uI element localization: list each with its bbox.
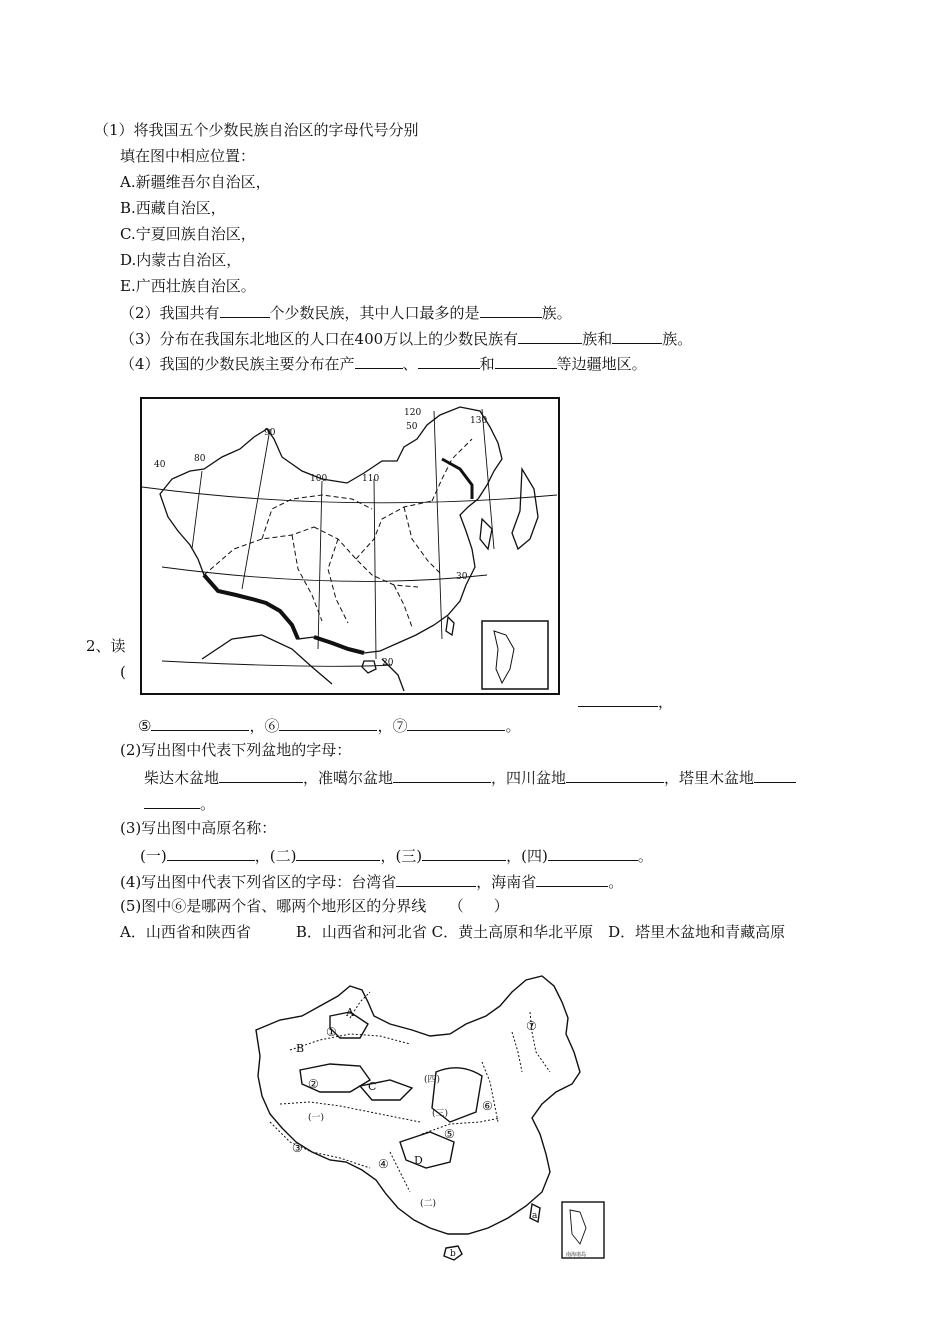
q1-option-a: A.新疆维吾尔自治区，	[120, 173, 271, 191]
q1-part4-text-c: 和	[479, 355, 495, 373]
answer-blank[interactable]	[219, 766, 303, 783]
q2-heading-fragment: 2、读	[86, 637, 126, 655]
q2-p4-text-c: 。	[608, 873, 624, 891]
q2-p4-text-a: (4)写出图中代表下列省区的字母：台湾省	[120, 873, 397, 891]
q1-part3-text-c: 族。	[662, 330, 693, 348]
map2-label-plateau-4: (四)	[424, 1075, 441, 1085]
q1-part2-text-c: 族。	[541, 304, 572, 322]
map2-label-2: ②	[308, 1077, 319, 1091]
q1-intro-line2: 填在图中相应位置：	[120, 147, 256, 165]
map1-label-110: 110	[362, 474, 380, 484]
answer-blank[interactable]	[495, 352, 557, 369]
q2-p1-label-6: ，⑥	[249, 717, 280, 735]
q1-option-c: C.宁夏回族自治区，	[120, 225, 256, 243]
map2-label-plateau-1: (一)	[308, 1113, 325, 1123]
q2-p4-text-b: ，海南省	[476, 873, 537, 891]
q1-part3	[120, 327, 692, 349]
q1-part2-text-b: 个少数民族，其中人口最多的是	[269, 304, 480, 322]
q1-option-b: B.西藏自治区，	[120, 199, 226, 217]
map2-label-1: ①	[326, 1025, 337, 1039]
q2-p3-line	[140, 844, 653, 866]
answer-blank[interactable]	[393, 766, 491, 783]
map2-label-4: ④	[378, 1157, 389, 1171]
answer-blank[interactable]	[355, 352, 403, 369]
answer-blank[interactable]	[480, 301, 542, 318]
map2-label-plateau-2: (二)	[420, 1199, 437, 1209]
answer-blank[interactable]	[296, 844, 380, 861]
map1-label-130: 130	[470, 416, 488, 426]
answer-blank[interactable]	[578, 690, 658, 707]
map2-label-C: C	[368, 1080, 377, 1093]
q2-p3-text-2: ，(二)	[254, 847, 297, 865]
q2-p2-line	[144, 766, 796, 788]
q2-p1-comma: ，	[658, 693, 674, 711]
q2-p2-title: (2)写出图中代表下列盆地的字母：	[120, 741, 352, 759]
q1-part4-text-b: 、	[402, 355, 418, 373]
china-map-drawing	[142, 399, 557, 692]
q2-p2-text-b: ，准噶尔盆地	[303, 769, 394, 787]
q2-sub-fragment: (	[120, 663, 126, 681]
map1-label-90: 90	[264, 428, 276, 438]
china-terrain-map	[250, 972, 610, 1262]
map2-label-plateau-3: (三)	[432, 1109, 449, 1119]
answer-blank[interactable]	[220, 301, 270, 318]
q2-p1-end: 。	[505, 717, 521, 735]
q2-p1-tail	[578, 690, 673, 712]
map1-label-120: 120	[404, 408, 422, 418]
answer-blank[interactable]	[566, 766, 664, 783]
q2-p2-text-c: ，四川盆地	[491, 769, 567, 787]
q2-p3-text-1: (一)	[140, 847, 167, 865]
answer-blank[interactable]	[612, 327, 662, 344]
answer-blank[interactable]	[422, 844, 506, 861]
answer-blank[interactable]	[407, 714, 505, 731]
map2-label-a: a	[532, 1211, 538, 1221]
q2-p2-line2	[144, 792, 215, 814]
map2-label-5: ⑤	[444, 1127, 455, 1141]
map1-label-40: 40	[154, 460, 166, 470]
q1-option-e: E.广西壮族自治区。	[120, 277, 256, 295]
map2-label-6: ⑥	[482, 1099, 493, 1113]
terrain-map-drawing	[250, 972, 610, 1262]
q1-intro-line1: （1）将我国五个少数民族自治区的字母代号分别	[94, 121, 419, 139]
q2-p2-text-d: ，塔里木盆地	[664, 769, 755, 787]
map2-label-7: ⑦	[526, 1019, 537, 1033]
china-map-ethnic-regions	[140, 397, 560, 695]
answer-blank[interactable]	[396, 870, 476, 887]
q2-p2-end: 。	[200, 795, 216, 813]
inset-caption: 南海诸岛	[566, 1252, 587, 1258]
q1-part4-text-a: （4）我国的少数民族主要分布在产	[120, 355, 355, 373]
q1-part3-text-a: （3）分布在我国东北地区的人口在400万以上的少数民族有	[120, 330, 519, 348]
map1-label-80: 80	[194, 454, 206, 464]
map1-label-20: 20	[382, 658, 394, 668]
answer-blank[interactable]	[144, 792, 200, 809]
answer-blank[interactable]	[754, 766, 796, 783]
q2-p3-text-3: ，(三)	[380, 847, 423, 865]
answer-blank[interactable]	[418, 352, 480, 369]
q2-p1-line2	[138, 714, 521, 736]
q1-part2	[120, 301, 572, 323]
q2-p5: (5)图中⑥是哪两个省、哪两个地形区的分界线 （ ）	[120, 897, 509, 915]
map2-label-B: B	[296, 1042, 305, 1055]
map2-label-b: b	[450, 1249, 456, 1259]
map1-label-100: 100	[310, 474, 328, 484]
q2-p1-label-5: ⑤	[138, 717, 152, 735]
answer-blank[interactable]	[279, 714, 377, 731]
q2-p1-label-7: ，⑦	[377, 717, 408, 735]
map2-label-A: A	[346, 1006, 354, 1019]
q1-part3-text-b: 族和	[582, 330, 613, 348]
q2-p5-choices: A．山西省和陕西省 B．山西省和河北省 C．黄土高原和华北平原 D．塔里木盆地和青藏高原	[120, 923, 786, 941]
map2-label-D: D	[414, 1154, 423, 1167]
map1-label-50: 50	[406, 422, 418, 432]
answer-blank[interactable]	[518, 327, 582, 344]
q2-p3-end: 。	[637, 847, 653, 865]
q2-p3-title: (3)写出图中高原名称：	[120, 819, 277, 837]
q1-part2-text-a: （2）我国共有	[120, 304, 220, 322]
map1-label-30: 30	[456, 572, 468, 582]
q2-p3-text-4: ，(四)	[506, 847, 548, 865]
map2-label-3: ③	[292, 1141, 303, 1155]
answer-blank[interactable]	[536, 870, 608, 887]
q1-part4	[120, 352, 647, 374]
answer-blank[interactable]	[167, 844, 255, 861]
q1-option-d: D.内蒙古自治区，	[120, 251, 242, 269]
answer-blank[interactable]	[151, 714, 249, 731]
q2-p2-text-a: 柴达木盆地	[144, 769, 220, 787]
answer-blank[interactable]	[548, 844, 638, 861]
q1-part4-text-d: 等边疆地区。	[556, 355, 647, 373]
q2-p4-line	[120, 870, 623, 892]
